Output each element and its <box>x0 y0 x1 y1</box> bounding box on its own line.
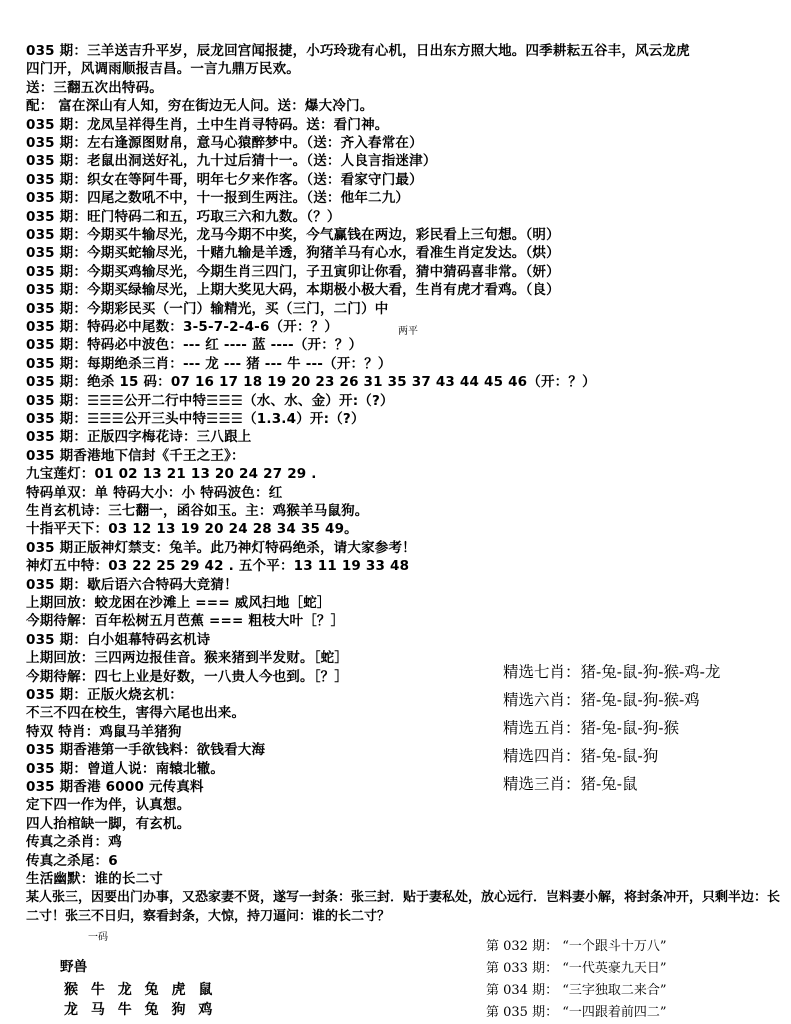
text-line: 上期回放：三四两边报佳音。猴来猪到半发财。［蛇］ <box>26 650 349 667</box>
text-line: 035 期：老鼠出洞送好礼，九十过后猜十一。（送：人良言指迷津） <box>26 153 437 170</box>
history-item: 第 035 期： “一四跟着前四二” <box>486 1005 667 1020</box>
text-line: 送：三翻五次出特码。 <box>26 79 163 96</box>
text-line: 035 期：每期绝杀三肖：--- 龙 --- 猪 --- 牛 ---（开：？） <box>26 355 392 372</box>
text-line: 035 期：三羊送吉升平岁，辰龙回宫闻报捷，小巧玲珑有心机，日出东方照大地。四季耕耘五谷丰，风云龙虎 <box>26 43 690 59</box>
text-line: 035 期：正版火烧玄机： <box>26 687 183 703</box>
text-line: 035 期：左右逢源图财帛，意马心猿醉梦中。（送：齐入春常在） <box>26 135 423 151</box>
text-line: 035 期：白小姐幕特码玄机诗 <box>26 631 211 648</box>
text-line: 定下四一作为伴，认真想。 <box>26 797 191 814</box>
selection-item: 精选三肖：猪-兔-鼠 <box>503 775 638 793</box>
selection-item: 精选六肖：猪-兔-鼠-狗-猴-鸡 <box>503 691 700 709</box>
text-line: 十指平天下：03 12 13 19 20 24 28 34 35 49。 <box>26 521 358 538</box>
text-line: 035 期香港第一手欲钱料：欲钱看大海 <box>26 742 266 759</box>
text-line: 035 期：今期买绿输尽光，上期大奖见大码，本期极小极大看，生肖有虎才看鸡。（良） <box>26 282 560 299</box>
text-line: 生活幽默：谁的长二寸 <box>26 871 163 887</box>
text-line: 今期待解：百年松树五月芭蕉 === 粗枝大叶［？］ <box>26 613 345 630</box>
text-line: 生肖玄机诗：三七翻一，函谷如玉。主：鸡猴羊马鼠狗。 <box>26 503 369 519</box>
text-line: 不三不四在校生，害得六尾也出来。 <box>26 705 246 722</box>
text-line: 035 期正版神灯禁支：兔羊。此乃神灯特码绝杀，请大家参考！ <box>26 539 416 556</box>
text-line: 035 期香港 6000 元传真料 <box>26 779 204 795</box>
text-line: 035 期香港地下信封《千王之王》： <box>26 447 245 464</box>
text-line: 特码单双：单 特码大小：小 特码波色：红 <box>26 484 283 501</box>
text-line: 035 期：今期买蛇输尽光，十赌九输是羊透，狗猪羊马有心水，看准生肖定发达。（烘） <box>26 245 560 262</box>
zodiac-row-1: 猴 牛 龙 兔 虎 鼠 <box>64 982 217 998</box>
zodiac-row-2: 龙 马 牛 兔 狗 鸡 <box>64 1002 217 1018</box>
text-line: 035 期：旺门特码二和五，巧取三六和九数。（？） <box>26 208 341 225</box>
text-line: 035 期：织女在等阿牛哥，明年七夕来作客。（送：看家守门最） <box>26 171 423 188</box>
text-line: 035 期：特码必中尾数：3-5-7-2-4-6（开：？） <box>26 319 339 335</box>
text-line: 神灯五中特：03 22 25 29 42 . 五个平：13 11 19 33 48 <box>26 558 410 575</box>
text-line: 035 期：今期彩民买（一门）输精光，买（三门，二门）中 <box>26 300 389 317</box>
text-line: 035 期：龙凤呈祥得生肖，土中生肖寻特码。送：看门神。 <box>26 116 389 133</box>
text-line: 035 期：四尾之数吼不中，十一报到生两注。（送：他年二九） <box>26 190 410 207</box>
text-line: 035 期：☰☰☰公开三头中特☰☰☰（1.3.4）开:（?） <box>26 411 365 427</box>
history-item: 第 034 期： “三字独取二来合” <box>486 983 667 998</box>
selection-item: 精选四肖：猪-兔-鼠-狗 <box>503 747 659 765</box>
text-line: 035 期：☰☰☰公开二行中特☰☰☰（水、水、金）开:（?） <box>26 392 394 409</box>
text-line: 四门开，风调雨顺报吉昌。一言九鼎万民欢。 <box>26 61 300 78</box>
history-item: 第 032 期： “一个跟斗十万八” <box>486 939 667 954</box>
text-line: 035 期：特码必中波色：--- 红 ---- 蓝 ----（开：？） <box>26 337 363 354</box>
one-code-label: 一码 <box>88 932 108 943</box>
text-line: 今期待解：四七上业是好数，一八贵人今也到。［？］ <box>26 668 349 685</box>
text-line: 传真之杀尾：6 <box>26 852 118 869</box>
wild-beast-label: 野兽 <box>60 959 88 975</box>
text-line: 特双 特肖：鸡鼠马羊猪狗 <box>26 723 182 740</box>
text-line: 上期回放：蛟龙困在沙滩上 === 威风扫地［蛇］ <box>26 595 331 611</box>
selection-item: 精选七肖：猪-兔-鼠-狗-猴-鸡-龙 <box>503 663 721 681</box>
text-line: 配： 富在深山有人知，穷在街边无人问。送：爆大冷门。 <box>26 98 374 115</box>
text-line: 035 期：正版四字梅花诗：三八跟上 <box>26 429 252 446</box>
text-line: 035 期：曾道人说：南辕北辙。 <box>26 760 225 777</box>
text-line: 035 期：绝杀 15 码：07 16 17 18 19 20 23 26 31 35 37 43 44 45 46（开：？） <box>26 374 596 391</box>
text-line: 035 期：今期买鸡输尽光，今期生肖三四门，子丑寅卯让你看，猜中猜码喜非常。（妍） <box>26 263 560 280</box>
text-line: 传真之杀肖：鸡 <box>26 834 122 851</box>
selection-item: 精选五肖：猪-兔-鼠-狗-猴 <box>503 719 679 737</box>
small-note: 两平 <box>398 326 418 337</box>
humor-story: 某人张三，因要出门办事，又恐家妻不贤，遂写一封条：张三封．贴于妻私处，放心远行．岂料妻小解，将封条冲开，只剩半边：长二寸！张三不日归，察看封条，大惊，持刀逼问：谁的长二寸？ <box>26 890 781 924</box>
text-line: 035 期：歇后语六合特码大竞猜！ <box>26 576 238 593</box>
text-line: 九宝莲灯：01 02 13 21 13 20 24 27 29 . <box>26 466 317 483</box>
text-line: 四人抬棺缺一脚，有玄机。 <box>26 815 191 832</box>
text-line: 035 期：今期买牛输尽光，龙马今期不中奖，今气赢钱在两边，彩民看上三句想。（明） <box>26 227 560 243</box>
history-item: 第 033 期： “一代英豪九天日” <box>486 961 667 976</box>
